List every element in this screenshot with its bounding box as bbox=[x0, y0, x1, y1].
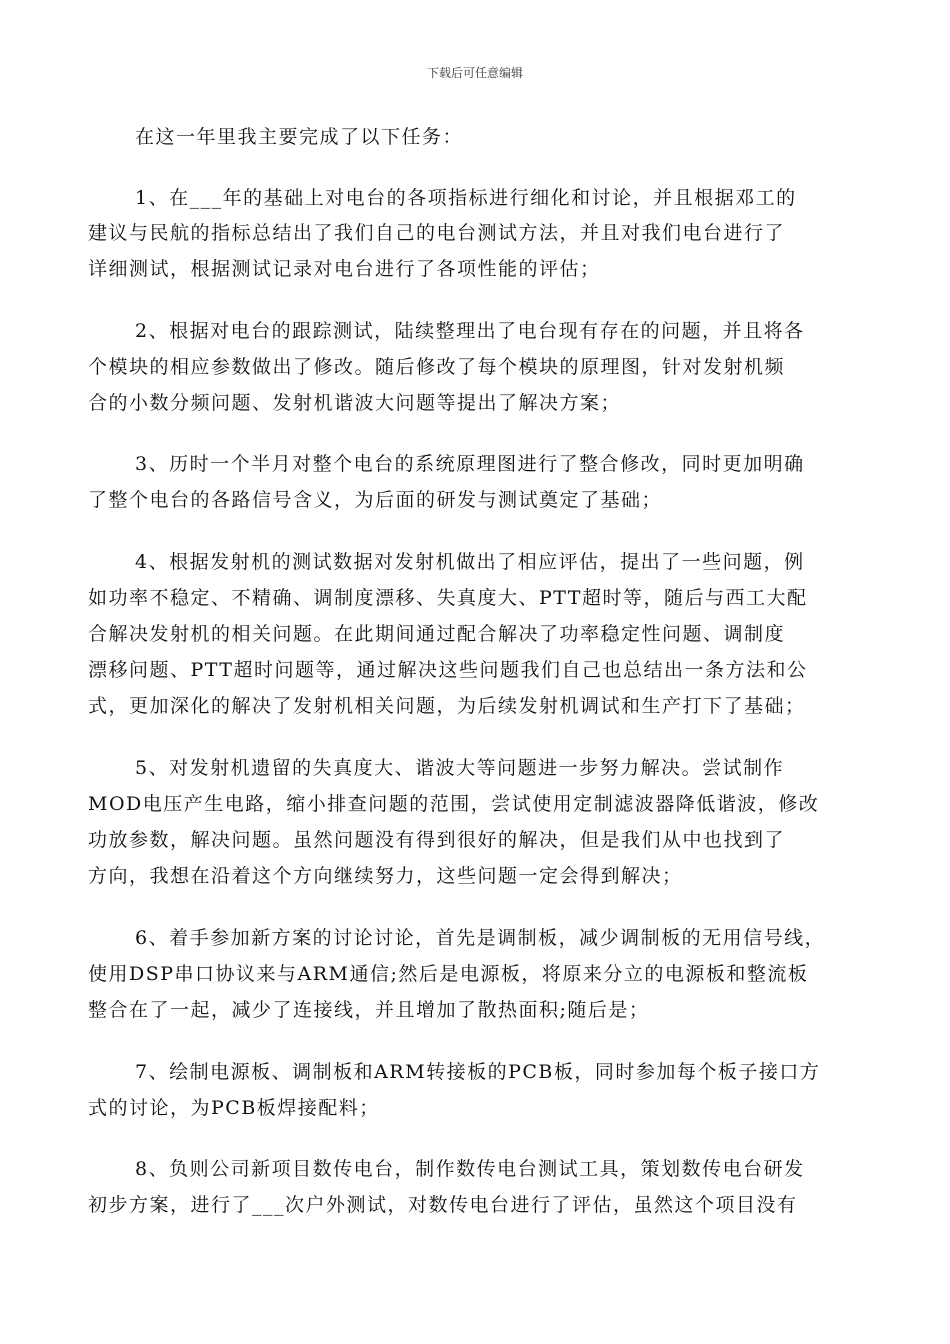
item-8-line-1: 8、负则公司新项目数传电台，制作数传电台测试工具，策划数传电台研发 bbox=[135, 1158, 805, 1180]
item-2-line-2: 个模块的相应参数做出了修改。随后修改了每个模块的原理图，针对发射机频 bbox=[88, 356, 786, 378]
item-3-line-2: 了整个电台的各路信号含义，为后面的研发与测试奠定了基础； bbox=[88, 489, 663, 511]
item-6-line-3: 整合在了一起，减少了连接线，并且增加了散热面积;随后是； bbox=[88, 999, 650, 1021]
intro-line: 在这一年里我主要完成了以下任务： bbox=[135, 126, 464, 148]
item-4-line-2: 如功率不稳定、不精确、调制度漂移、失真度大、PTT超时等，随后与西工大配 bbox=[88, 587, 808, 609]
item-2-line-3: 合的小数分频问题、发射机谐波大问题等提出了解决方案； bbox=[88, 392, 622, 414]
item-7-line-1: 7、绘制电源板、调制板和ARM转接板的PCB板，同时参加每个板子接口方 bbox=[135, 1061, 821, 1083]
item-3-line-1: 3、历时一个半月对整个电台的系统原理图进行了整合修改，同时更加明确 bbox=[135, 453, 805, 475]
item-5-line-3: 功放参数，解决问题。虽然问题没有得到很好的解决，但是我们从中也找到了 bbox=[88, 829, 786, 851]
item-1-line-3: 详细测试，根据测试记录对电台进行了各项性能的评估； bbox=[88, 258, 601, 280]
item-6-line-2: 使用DSP串口协议来与ARM通信;然后是电源板，将原来分立的电源板和整流板 bbox=[88, 963, 809, 985]
item-7-line-2: 式的讨论，为PCB板焊接配料； bbox=[88, 1097, 380, 1119]
item-4-line-1: 4、根据发射机的测试数据对发射机做出了相应评估，提出了一些问题，例 bbox=[135, 551, 805, 573]
item-5-line-2: MOD电压产生电路，缩小排查问题的范围，尝试使用定制滤波器降低谐波，修改 bbox=[88, 793, 820, 815]
item-4-line-3: 合解决发射机的相关问题。在此期间通过配合解决了功率稳定性问题、调制度 bbox=[88, 623, 786, 645]
item-1-line-2: 建议与民航的指标总结出了我们自己的电台测试方法，并且对我们电台进行了 bbox=[88, 222, 786, 244]
item-8-line-2: 初步方案，进行了___次户外测试，对数传电台进行了评估，虽然这个项目没有 bbox=[88, 1194, 798, 1216]
item-4-line-4: 漂移问题、PTT超时问题等，通过解决这些问题我们自己也总结出一条方法和公 bbox=[88, 659, 808, 681]
item-4-line-5: 式，更加深化的解决了发射机相关问题，为后续发射机调试和生产打下了基础； bbox=[88, 695, 806, 717]
item-6-line-1: 6、着手参加新方案的讨论讨论，首先是调制板，减少调制板的无用信号线， bbox=[135, 927, 826, 949]
item-5-line-4: 方向，我想在沿着这个方向继续努力，这些问题一定会得到解决； bbox=[88, 865, 683, 887]
item-1-line-1: 1、在___年的基础上对电台的各项指标进行细化和讨论，并且根据邓工的 bbox=[135, 187, 797, 209]
header-note: 下载后可任意编辑 bbox=[426, 66, 523, 80]
item-2-line-1: 2、根据对电台的跟踪测试，陆续整理出了电台现有存在的问题，并且将各 bbox=[135, 320, 805, 342]
item-5-line-1: 5、对发射机遗留的失真度大、谐波大等问题进一步努力解决。尝试制作 bbox=[135, 757, 785, 779]
